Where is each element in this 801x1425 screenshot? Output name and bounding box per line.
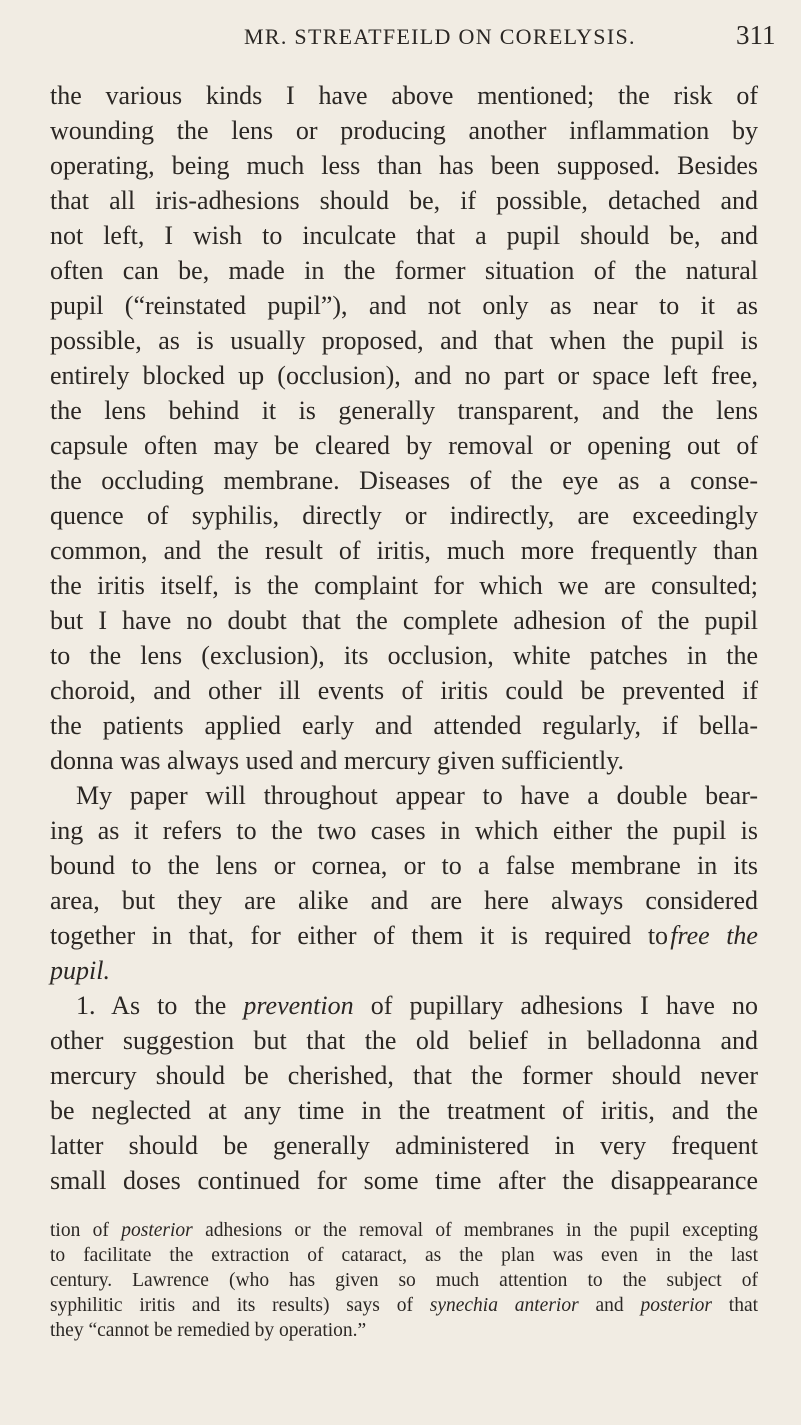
footnote-line: to facilitate the extraction of cataract, as the plan was even in the last bbox=[50, 1245, 758, 1266]
emphasis-text: posterior bbox=[121, 1220, 193, 1241]
text-line: that all iris-adhesions should be, if possible, detached and bbox=[50, 186, 758, 215]
text-segment: together in that, for either of them it is required to bbox=[50, 921, 669, 950]
text-line: donna was always used and mercury given sufficiently. bbox=[50, 746, 625, 775]
text-line: to the lens (exclusion), its occlusion, white patches in the bbox=[50, 641, 758, 670]
text-line: the occluding membrane. Diseases of the eye as a conse- bbox=[50, 466, 758, 495]
text-line: bound to the lens or cornea, or to a false membrane in its bbox=[50, 851, 758, 880]
text-line: ing as it refers to the two cases in which either the pupil is bbox=[50, 816, 758, 845]
text-segment: and bbox=[595, 1295, 624, 1316]
text-line: pupil (“reinstated pupil”), and not only as near to it as bbox=[50, 291, 758, 320]
text-line: small doses continued for some time after the disappearance bbox=[50, 1166, 758, 1195]
text-segment: As to the bbox=[111, 991, 227, 1020]
text-line: other suggestion but that the old belief in belladonna and bbox=[50, 1026, 758, 1055]
text-line: but I have no doubt that the complete adhesion of the pupil bbox=[50, 606, 758, 635]
emphasis-text: prevention bbox=[243, 991, 354, 1020]
emphasis-text: pupil. bbox=[50, 956, 110, 985]
page-number: 311 bbox=[736, 20, 776, 50]
text-segment: that bbox=[728, 1295, 759, 1316]
text-line: often can be, made in the former situation of the natural bbox=[50, 256, 758, 285]
text-line bbox=[50, 918, 758, 953]
text-line: capsule often may be cleared by removal or opening out of bbox=[50, 431, 758, 460]
emphasis-text: synechia anterior bbox=[429, 1295, 579, 1316]
text-line: not left, I wish to inculcate that a pupil should be, and bbox=[50, 221, 758, 250]
text-line: the various kinds I have above mentioned; the risk of bbox=[50, 81, 758, 110]
text-line: be neglected at any time in the treatment of iritis, and the bbox=[50, 1096, 758, 1125]
emphasis-text: free the bbox=[670, 921, 758, 950]
footnote-line: century. Lawrence (who has given so much attention to the subject of bbox=[50, 1270, 758, 1291]
text-line bbox=[50, 988, 758, 1023]
text-line: possible, as is usually proposed, and that when the pupil is bbox=[50, 326, 758, 355]
text-line: entirely blocked up (occlusion), and no part or space left free, bbox=[50, 361, 758, 390]
text-segment: of pupillary adhesions I have no bbox=[370, 991, 759, 1020]
text-line: choroid, and other ill events of iritis could be prevented if bbox=[50, 676, 758, 705]
paragraph-number: 1. bbox=[76, 991, 96, 1020]
text-line: mercury should be cherished, that the former should never bbox=[50, 1061, 758, 1090]
text-line: quence of syphilis, directly or indirectly, are exceedingly bbox=[50, 501, 758, 530]
text-line: area, but they are alike and are here always considered bbox=[50, 886, 758, 915]
text-line: wounding the lens or producing another inflammation by bbox=[50, 116, 758, 145]
text-segment: tion of bbox=[50, 1220, 109, 1241]
text-line: My paper will throughout appear to have a double bear- bbox=[76, 781, 758, 810]
text-line bbox=[50, 953, 758, 988]
page-header bbox=[0, 12, 801, 52]
text-segment: syphilitic iritis and its results) says of bbox=[50, 1295, 413, 1316]
footnote bbox=[50, 1218, 758, 1343]
footnote-line bbox=[50, 1293, 758, 1318]
footnote-line: they “cannot be remedied by operation.” bbox=[50, 1320, 367, 1341]
text-line: the iritis itself, is the complaint for which we are consulted; bbox=[50, 571, 758, 600]
text-segment: adhesions or the removal of membranes in the pupil excepting bbox=[205, 1220, 759, 1241]
text-line: the lens behind it is generally transparent, and the lens bbox=[50, 396, 758, 425]
footnote-line bbox=[50, 1218, 758, 1243]
text-line: operating, being much less than has been supposed. Besides bbox=[50, 151, 758, 180]
text-line: latter should be generally administered in very frequent bbox=[50, 1131, 758, 1160]
running-head: MR. STREATFEILD ON CORELYSIS. bbox=[244, 24, 636, 49]
text-line: common, and the result of iritis, much more frequently than bbox=[50, 536, 758, 565]
text-line: the patients applied early and attended regularly, if bella- bbox=[50, 711, 758, 740]
emphasis-text: posterior bbox=[640, 1295, 712, 1316]
main-text bbox=[50, 78, 758, 1198]
